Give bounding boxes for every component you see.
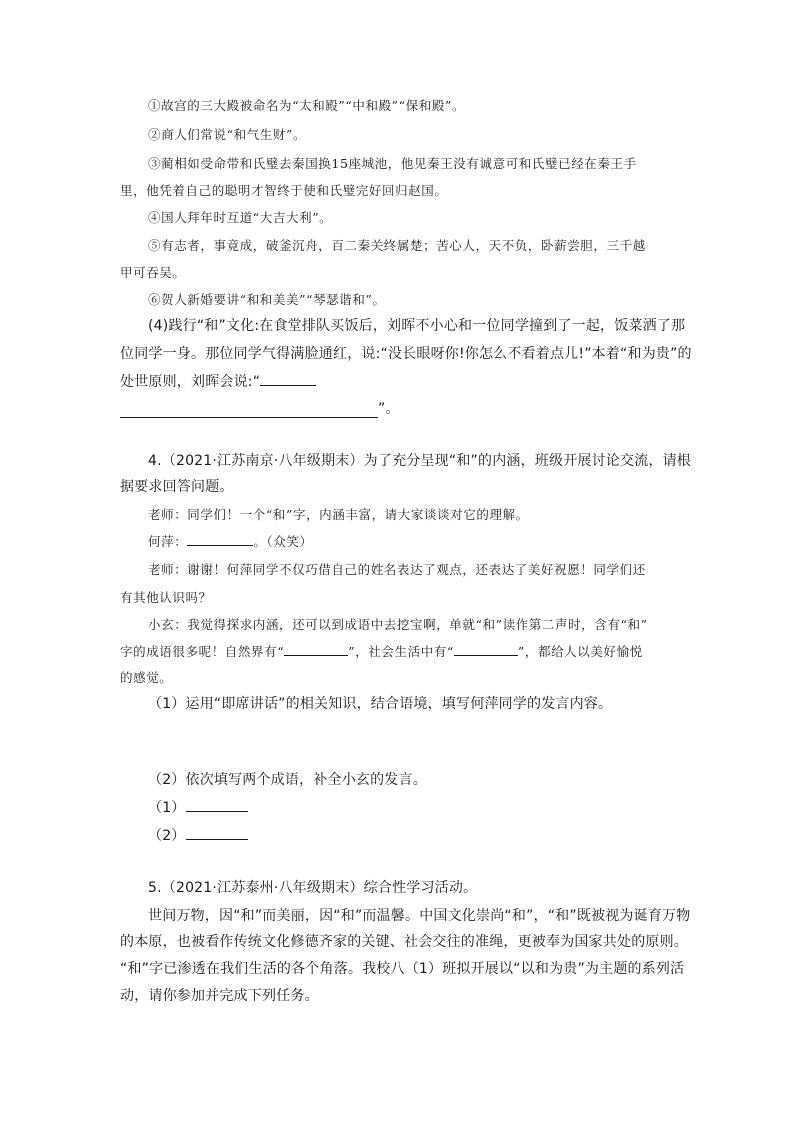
paragraph-line: 的本原，也被看作传统文化修德齐家的关键、社会交往的准绳，更被奉为国家共处的原则。 (120, 934, 688, 950)
speaker-text: 何萍： (148, 534, 188, 549)
list-item-continued: 里，他凭着自己的聪明才智终于使和氏璧完好回归赵国。 (120, 183, 448, 198)
answer-line (148, 797, 248, 817)
dialogue-text: ”，都给人以美好愉悦 (517, 644, 643, 659)
question-4-text: (4)践行“和”文化:在食堂排队买饭后，刘晖不小心和一位同学撞到了一起，饭菜洒了那 (148, 318, 686, 334)
list-item: ③蔺相如受命带和氏璧去秦国换15座城池，他见秦王没有诚意可和氏璧已经在秦王手 (148, 156, 637, 171)
answer-line (148, 825, 248, 845)
question-text: （1）运用“即席讲话”的相关知识，结合语境，填写何萍同学的发言内容。 (148, 696, 613, 712)
question-header: 5.（2021·江苏泰州·八年级期末）综合性学习活动。 (148, 880, 478, 896)
dialogue-line: 有其他认识吗？ (120, 590, 212, 605)
answer-blank[interactable] (186, 826, 248, 840)
question-4-suffix: ”。 (378, 401, 400, 417)
question-4-text (120, 371, 316, 391)
question-4-text: 位同学一身。那位同学气得满脸通红，说:“没长眼呀你!你怎么不看着点儿!”本着“和为贵”的 (120, 346, 692, 362)
answer-blank[interactable] (260, 372, 316, 386)
answer-blank[interactable] (284, 642, 348, 656)
answer-blank-line[interactable] (120, 417, 378, 418)
dialogue-line (120, 642, 643, 660)
list-item: ⑤有志者，事竟成，破釜沉舟，百二秦关终属楚；苦心人，天不负，卧薪尝胆，三千越 (148, 238, 646, 253)
list-item: ④国人拜年时互道“大吉大利”。 (148, 210, 333, 225)
list-item-continued: 甲可吞吴。 (120, 265, 186, 280)
answer-label: （2） (148, 828, 186, 844)
dialogue-line: 老师：同学们！一个“和”字，内涵丰富，请大家谈谈对它的理解。 (148, 507, 529, 522)
dialogue-suffix: 。（众笑） (253, 534, 313, 549)
dialogue-text: ”，社会生活中有“ (348, 644, 454, 659)
paragraph-line: “和”字已渗透在我们生活的各个角落。我校八（1）班拟开展以“以和为贵”为主题的系列活 (120, 961, 685, 977)
answer-label: （1） (148, 800, 186, 816)
question-text: （2）依次填写两个成语，补全小玄的发言。 (148, 772, 427, 788)
answer-blank[interactable] (454, 642, 518, 656)
question-header: 据要求回答问题。 (120, 479, 234, 495)
dialogue-line (148, 532, 313, 550)
dialogue-line: 小玄：我觉得探求内涵，还可以到成语中去挖宝啊，单就“和”读作第二声时，含有“和” (148, 617, 648, 632)
dialogue-text: 字的成语很多呢！自然界有“ (120, 644, 285, 659)
answer-blank[interactable] (187, 532, 253, 546)
dialogue-line: 老师：谢谢！何萍同学不仅巧借自己的姓名表达了观点，还表达了美好祝愿！同学们还 (148, 562, 646, 577)
list-item: ②商人们常说“和气生财”。 (148, 127, 307, 142)
question-header: 4.（2021·江苏南京·八年级期末）为了充分呈现“和”的内涵，班级开展讨论交流，请根 (148, 453, 691, 469)
question-4-prefix: 处世原则，刘晖会说:“ (120, 374, 261, 390)
answer-blank[interactable] (186, 798, 248, 812)
paragraph-line: 动，请你参加并完成下列任务。 (120, 988, 319, 1004)
list-item: ⑥贺人新婚要讲“和和美美”“琴瑟谐和”。 (148, 292, 386, 307)
paragraph-line: 世间万物，因“和”而美丽，因“和”而温馨。中国文化崇尚“和”，“和”既被视为诞育万物 (148, 908, 691, 924)
list-item: ①故宫的三大殿被命名为“太和殿”“中和殿”“保和殿”。 (148, 98, 466, 113)
dialogue-line: 的感觉。 (120, 670, 173, 685)
